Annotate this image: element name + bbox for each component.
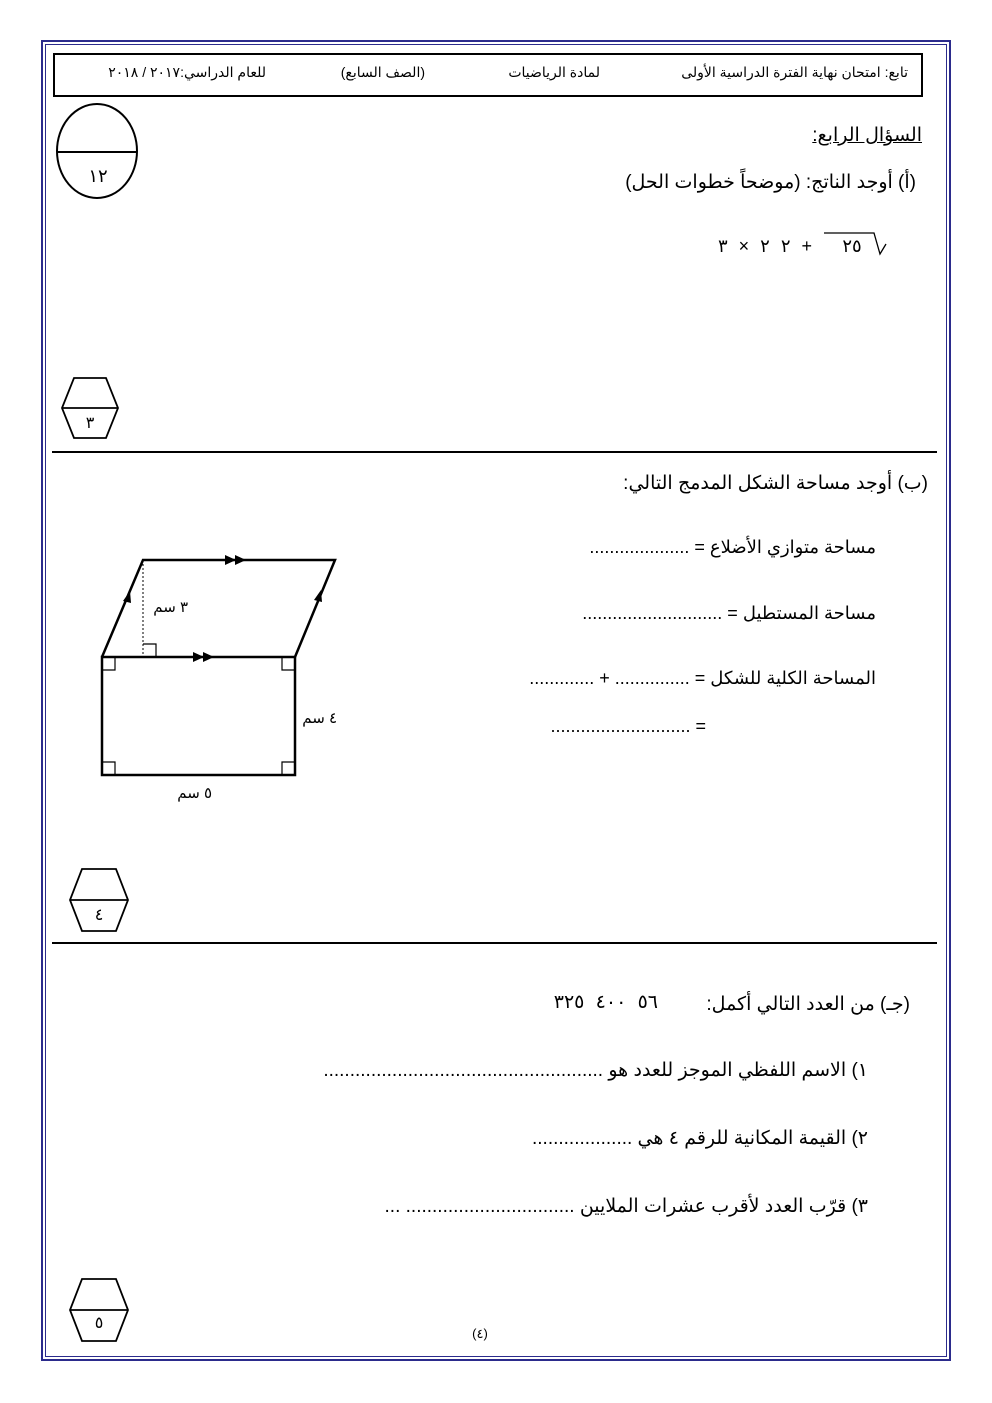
base-label: ٥ سم <box>177 785 212 802</box>
mark-b-value: ٤ <box>94 907 104 924</box>
composite-shape-figure <box>95 553 345 783</box>
total-area-line: المساحة الكلية للشكل = ............... + ............. <box>529 668 876 688</box>
mark-a-value: ٣ <box>85 415 95 432</box>
total-mark-circle <box>55 102 141 202</box>
total-mark-value: ١٢ <box>88 166 108 186</box>
radicand: ٢٥ <box>842 236 862 256</box>
height-label: ٣ سم <box>153 599 188 616</box>
mark-hexagon-c <box>68 1277 130 1343</box>
grade-label: (الصف السابع) <box>340 64 425 80</box>
part-c-item-1: ١) الاسم اللفظي الموجز للعدد هو ..................................................... <box>323 1060 868 1081</box>
part-c-item-2: ٢) القيمة المكانية للرقم ٤ هي ................... <box>531 1128 868 1149</box>
question-title: السؤال الرابع: <box>812 125 922 146</box>
mark-c-value: ٥ <box>94 1315 104 1332</box>
part-a-instruction: (أ) أوجد الناتج: (موضحاً خطوات الحل) <box>625 172 916 193</box>
exam-title: تابع: امتحان نهاية الفترة الدراسية الأولى <box>681 64 908 80</box>
part-c-item-3: ٣) قرّب العدد لأقرب عشرات الملايين ................................ ... <box>384 1196 868 1217</box>
side-label: ٤ سم <box>302 710 337 727</box>
part-c-number: ٥٦ ٤٠٠ ٣٢٥ <box>553 992 658 1013</box>
year-label: للعام الدراسي:٢٠١٧ / ٢٠١٨ <box>108 64 266 80</box>
part-b-instruction: (ب) أوجد مساحة الشكل المدمج التالي: <box>623 473 928 494</box>
separator-2 <box>52 942 937 944</box>
parallelogram-area-line: مساحة متوازي الأضلاع = .................... <box>589 537 876 557</box>
rectangle-area-line: مساحة المستطيل = ............................ <box>582 603 876 623</box>
subject-label: لمادة الرياضيات <box>508 64 600 80</box>
page-number: (٤) <box>472 1326 488 1341</box>
part-a-expression: + ٢ ٢ × ٣ <box>717 236 812 256</box>
part-c-instruction: (جـ) من العدد التالي أكمل: <box>706 994 910 1015</box>
separator-1 <box>52 451 937 453</box>
total-area-result-line: = ............................ <box>550 716 706 736</box>
